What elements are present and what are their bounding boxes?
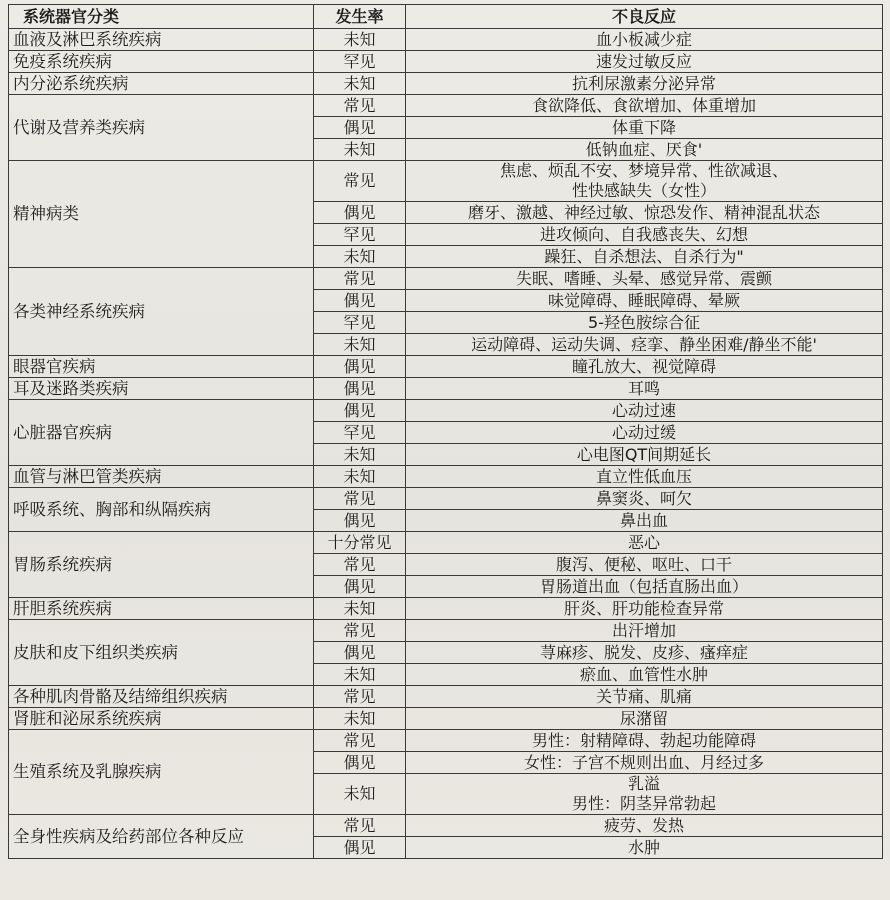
reaction-text: 肝炎、肝功能检查异常 (563, 598, 724, 618)
table-row (9, 488, 883, 510)
adverse-reaction-cell (406, 334, 883, 356)
reaction-text: 男性：射精障碍、勃起功能障碍 (531, 730, 756, 750)
table-row (9, 378, 883, 400)
frequency-cell: 常见 (314, 268, 406, 290)
adverse-reactions-table (8, 4, 883, 859)
adverse-reaction-cell (406, 312, 883, 334)
adverse-reaction-cell (406, 576, 883, 598)
table-row (9, 598, 883, 620)
frequency-cell: 常见 (314, 161, 406, 202)
adverse-reaction-cell (406, 488, 883, 510)
reaction-text: 味觉障碍、睡眠障碍、晕厥 (547, 290, 740, 310)
adverse-reaction-cell (406, 730, 883, 752)
reaction-text: 心动过速 (611, 400, 676, 420)
system-organ-class-cell: 各种肌肉骨骼及结缔组织疾病 (9, 686, 314, 708)
frequency-cell: 未知 (314, 664, 406, 686)
table-row (9, 73, 883, 95)
frequency-cell: 未知 (314, 73, 406, 95)
reaction-text: 鼻窦炎、呵欠 (595, 488, 692, 508)
frequency-cell: 偶见 (314, 202, 406, 224)
reaction-text: 乳溢 (627, 774, 660, 793)
adverse-reaction-cell (406, 73, 883, 95)
header-frequency: 发生率 (314, 5, 406, 29)
table-row (9, 730, 883, 752)
reaction-text: 5-羟色胺综合征 (588, 312, 700, 332)
frequency-cell: 未知 (314, 598, 406, 620)
adverse-reaction-cell (406, 400, 883, 422)
frequency-cell: 常见 (314, 620, 406, 642)
adverse-reaction-cell (406, 598, 883, 620)
frequency-cell: 未知 (314, 466, 406, 488)
frequency-cell: 十分常见 (314, 532, 406, 554)
adverse-reaction-cell (406, 620, 883, 642)
system-organ-class-cell: 肝胆系统疾病 (9, 598, 314, 620)
adverse-reaction-cell (406, 51, 883, 73)
adverse-reaction-cell (406, 444, 883, 466)
system-organ-class-cell: 全身性疾病及给药部位各种反应 (9, 815, 314, 859)
table-row (9, 815, 883, 837)
adverse-reaction-cell (406, 664, 883, 686)
reaction-text: 腹泻、便秘、呕吐、口干 (555, 554, 732, 574)
frequency-cell: 偶见 (314, 117, 406, 139)
adverse-reaction-cell (406, 95, 883, 117)
table-row (9, 466, 883, 488)
system-organ-class-cell: 各类神经系统疾病 (9, 268, 314, 356)
reaction-text: 瞳孔放大、视觉障碍 (571, 356, 716, 376)
reaction-text: 男性：阴茎异常勃起 (571, 794, 716, 813)
reaction-text: 疲劳、发热 (603, 815, 684, 835)
system-organ-class-cell: 耳及迷路类疾病 (9, 378, 314, 400)
table-row (9, 356, 883, 378)
table-row (9, 400, 883, 422)
system-organ-class-cell: 生殖系统及乳腺疾病 (9, 730, 314, 815)
system-organ-class-cell: 呼吸系统、胸部和纵隔疾病 (9, 488, 314, 532)
adverse-reaction-cell (406, 774, 883, 815)
reaction-text: 荨麻疹、脱发、皮疹、瘙痒症 (539, 642, 748, 662)
table-header-row (9, 5, 883, 29)
system-organ-class-cell: 胃肠系统疾病 (9, 532, 314, 598)
frequency-cell: 常见 (314, 554, 406, 576)
frequency-cell: 偶见 (314, 752, 406, 774)
adverse-reaction-cell (406, 378, 883, 400)
adverse-reaction-cell (406, 161, 883, 202)
reaction-text: 耳鸣 (627, 378, 660, 398)
reaction-text: 血小板减少症 (595, 29, 692, 49)
adverse-reaction-cell (406, 202, 883, 224)
reaction-text: 失眠、嗜睡、头晕、感觉异常、震颤 (515, 268, 772, 288)
adverse-reaction-cell (406, 752, 883, 774)
frequency-cell: 常见 (314, 730, 406, 752)
system-organ-class-cell: 皮肤和皮下组织类疾病 (9, 620, 314, 686)
system-organ-class-cell: 精神病类 (9, 161, 314, 268)
table-row (9, 161, 883, 202)
frequency-cell: 偶见 (314, 510, 406, 532)
frequency-cell: 罕见 (314, 224, 406, 246)
reaction-text: 水肿 (627, 837, 660, 857)
reaction-text: 直立性低血压 (595, 466, 692, 486)
adverse-reaction-cell (406, 356, 883, 378)
adverse-reaction-cell (406, 466, 883, 488)
reaction-text: 抗利尿激素分泌异常 (571, 73, 716, 93)
table-row (9, 51, 883, 73)
adverse-reaction-cell (406, 554, 883, 576)
frequency-cell: 未知 (314, 246, 406, 268)
table-row (9, 95, 883, 117)
reaction-text: 瘀血、血管性水肿 (579, 664, 708, 684)
system-organ-class-cell: 眼器官疾病 (9, 356, 314, 378)
reaction-text: 食欲降低、食欲增加、体重增加 (531, 95, 756, 115)
reaction-text: 焦虑、烦乱不安、梦境异常、性欲减退、 (499, 161, 788, 180)
adverse-reaction-cell (406, 268, 883, 290)
reaction-text: 关节痛、肌痛 (595, 686, 692, 706)
frequency-cell: 罕见 (314, 51, 406, 73)
reaction-text: 速发过敏反应 (595, 51, 692, 71)
header-system-organ-class: 系统器官分类 (9, 5, 314, 29)
adverse-reaction-cell (406, 532, 883, 554)
header-adverse-reaction: 不良反应 (406, 5, 883, 29)
frequency-cell: 罕见 (314, 422, 406, 444)
adverse-reaction-cell (406, 139, 883, 161)
table-body (9, 29, 883, 859)
reaction-text: 性快感缺失（女性） (571, 181, 716, 200)
adverse-reaction-cell (406, 29, 883, 51)
table-row (9, 532, 883, 554)
frequency-cell: 未知 (314, 334, 406, 356)
reaction-text: 女性：子宫不规则出血、月经过多 (523, 752, 764, 772)
reaction-text: 运动障碍、运动失调、痉挛、静坐困难/静坐不能' (471, 334, 817, 354)
adverse-reaction-cell (406, 117, 883, 139)
table-row (9, 268, 883, 290)
frequency-cell: 未知 (314, 774, 406, 815)
reaction-text: 躁狂、自杀想法、自杀行为" (544, 246, 744, 266)
reaction-text: 胃肠道出血（包括直肠出血） (539, 576, 748, 596)
frequency-cell: 未知 (314, 29, 406, 51)
frequency-cell: 偶见 (314, 400, 406, 422)
system-organ-class-cell: 血液及淋巴系统疾病 (9, 29, 314, 51)
adverse-reaction-cell (406, 642, 883, 664)
reaction-text: 心电图QT间期延长 (576, 444, 712, 464)
system-organ-class-cell: 血管与淋巴管类疾病 (9, 466, 314, 488)
adverse-reaction-cell (406, 246, 883, 268)
reaction-text: 磨牙、激越、神经过敏、惊恐发作、精神混乱状态 (467, 202, 820, 222)
adverse-reaction-cell (406, 290, 883, 312)
reaction-text: 出汗增加 (611, 620, 676, 640)
adverse-reaction-cell (406, 837, 883, 859)
frequency-cell: 常见 (314, 488, 406, 510)
frequency-cell: 偶见 (314, 356, 406, 378)
adverse-reaction-cell (406, 422, 883, 444)
frequency-cell: 偶见 (314, 576, 406, 598)
reaction-text: 低钠血症、厌食' (585, 139, 703, 159)
adverse-reaction-cell (406, 510, 883, 532)
table-row (9, 686, 883, 708)
frequency-cell: 偶见 (314, 290, 406, 312)
reaction-text: 进攻倾向、自我感丧失、幻想 (539, 224, 748, 244)
frequency-cell: 偶见 (314, 642, 406, 664)
frequency-cell: 偶见 (314, 837, 406, 859)
frequency-cell: 未知 (314, 139, 406, 161)
reaction-text: 尿潴留 (619, 708, 668, 728)
adverse-reaction-cell (406, 708, 883, 730)
frequency-cell: 未知 (314, 708, 406, 730)
adverse-reaction-cell (406, 686, 883, 708)
frequency-cell: 偶见 (314, 378, 406, 400)
table-row (9, 29, 883, 51)
reaction-text: 恶心 (627, 532, 660, 552)
system-organ-class-cell: 心脏器官疾病 (9, 400, 314, 466)
system-organ-class-cell: 代谢及营养类疾病 (9, 95, 314, 161)
reaction-text: 心动过缓 (611, 422, 676, 442)
frequency-cell: 常见 (314, 95, 406, 117)
system-organ-class-cell: 免疫系统疾病 (9, 51, 314, 73)
frequency-cell: 常见 (314, 686, 406, 708)
adverse-reaction-cell (406, 224, 883, 246)
frequency-cell: 未知 (314, 444, 406, 466)
frequency-cell: 常见 (314, 815, 406, 837)
adverse-reaction-cell (406, 815, 883, 837)
system-organ-class-cell: 内分泌系统疾病 (9, 73, 314, 95)
reaction-text: 体重下降 (611, 117, 676, 137)
table-row (9, 620, 883, 642)
table-row (9, 708, 883, 730)
reaction-text: 鼻出血 (619, 510, 668, 530)
frequency-cell: 罕见 (314, 312, 406, 334)
system-organ-class-cell: 肾脏和泌尿系统疾病 (9, 708, 314, 730)
